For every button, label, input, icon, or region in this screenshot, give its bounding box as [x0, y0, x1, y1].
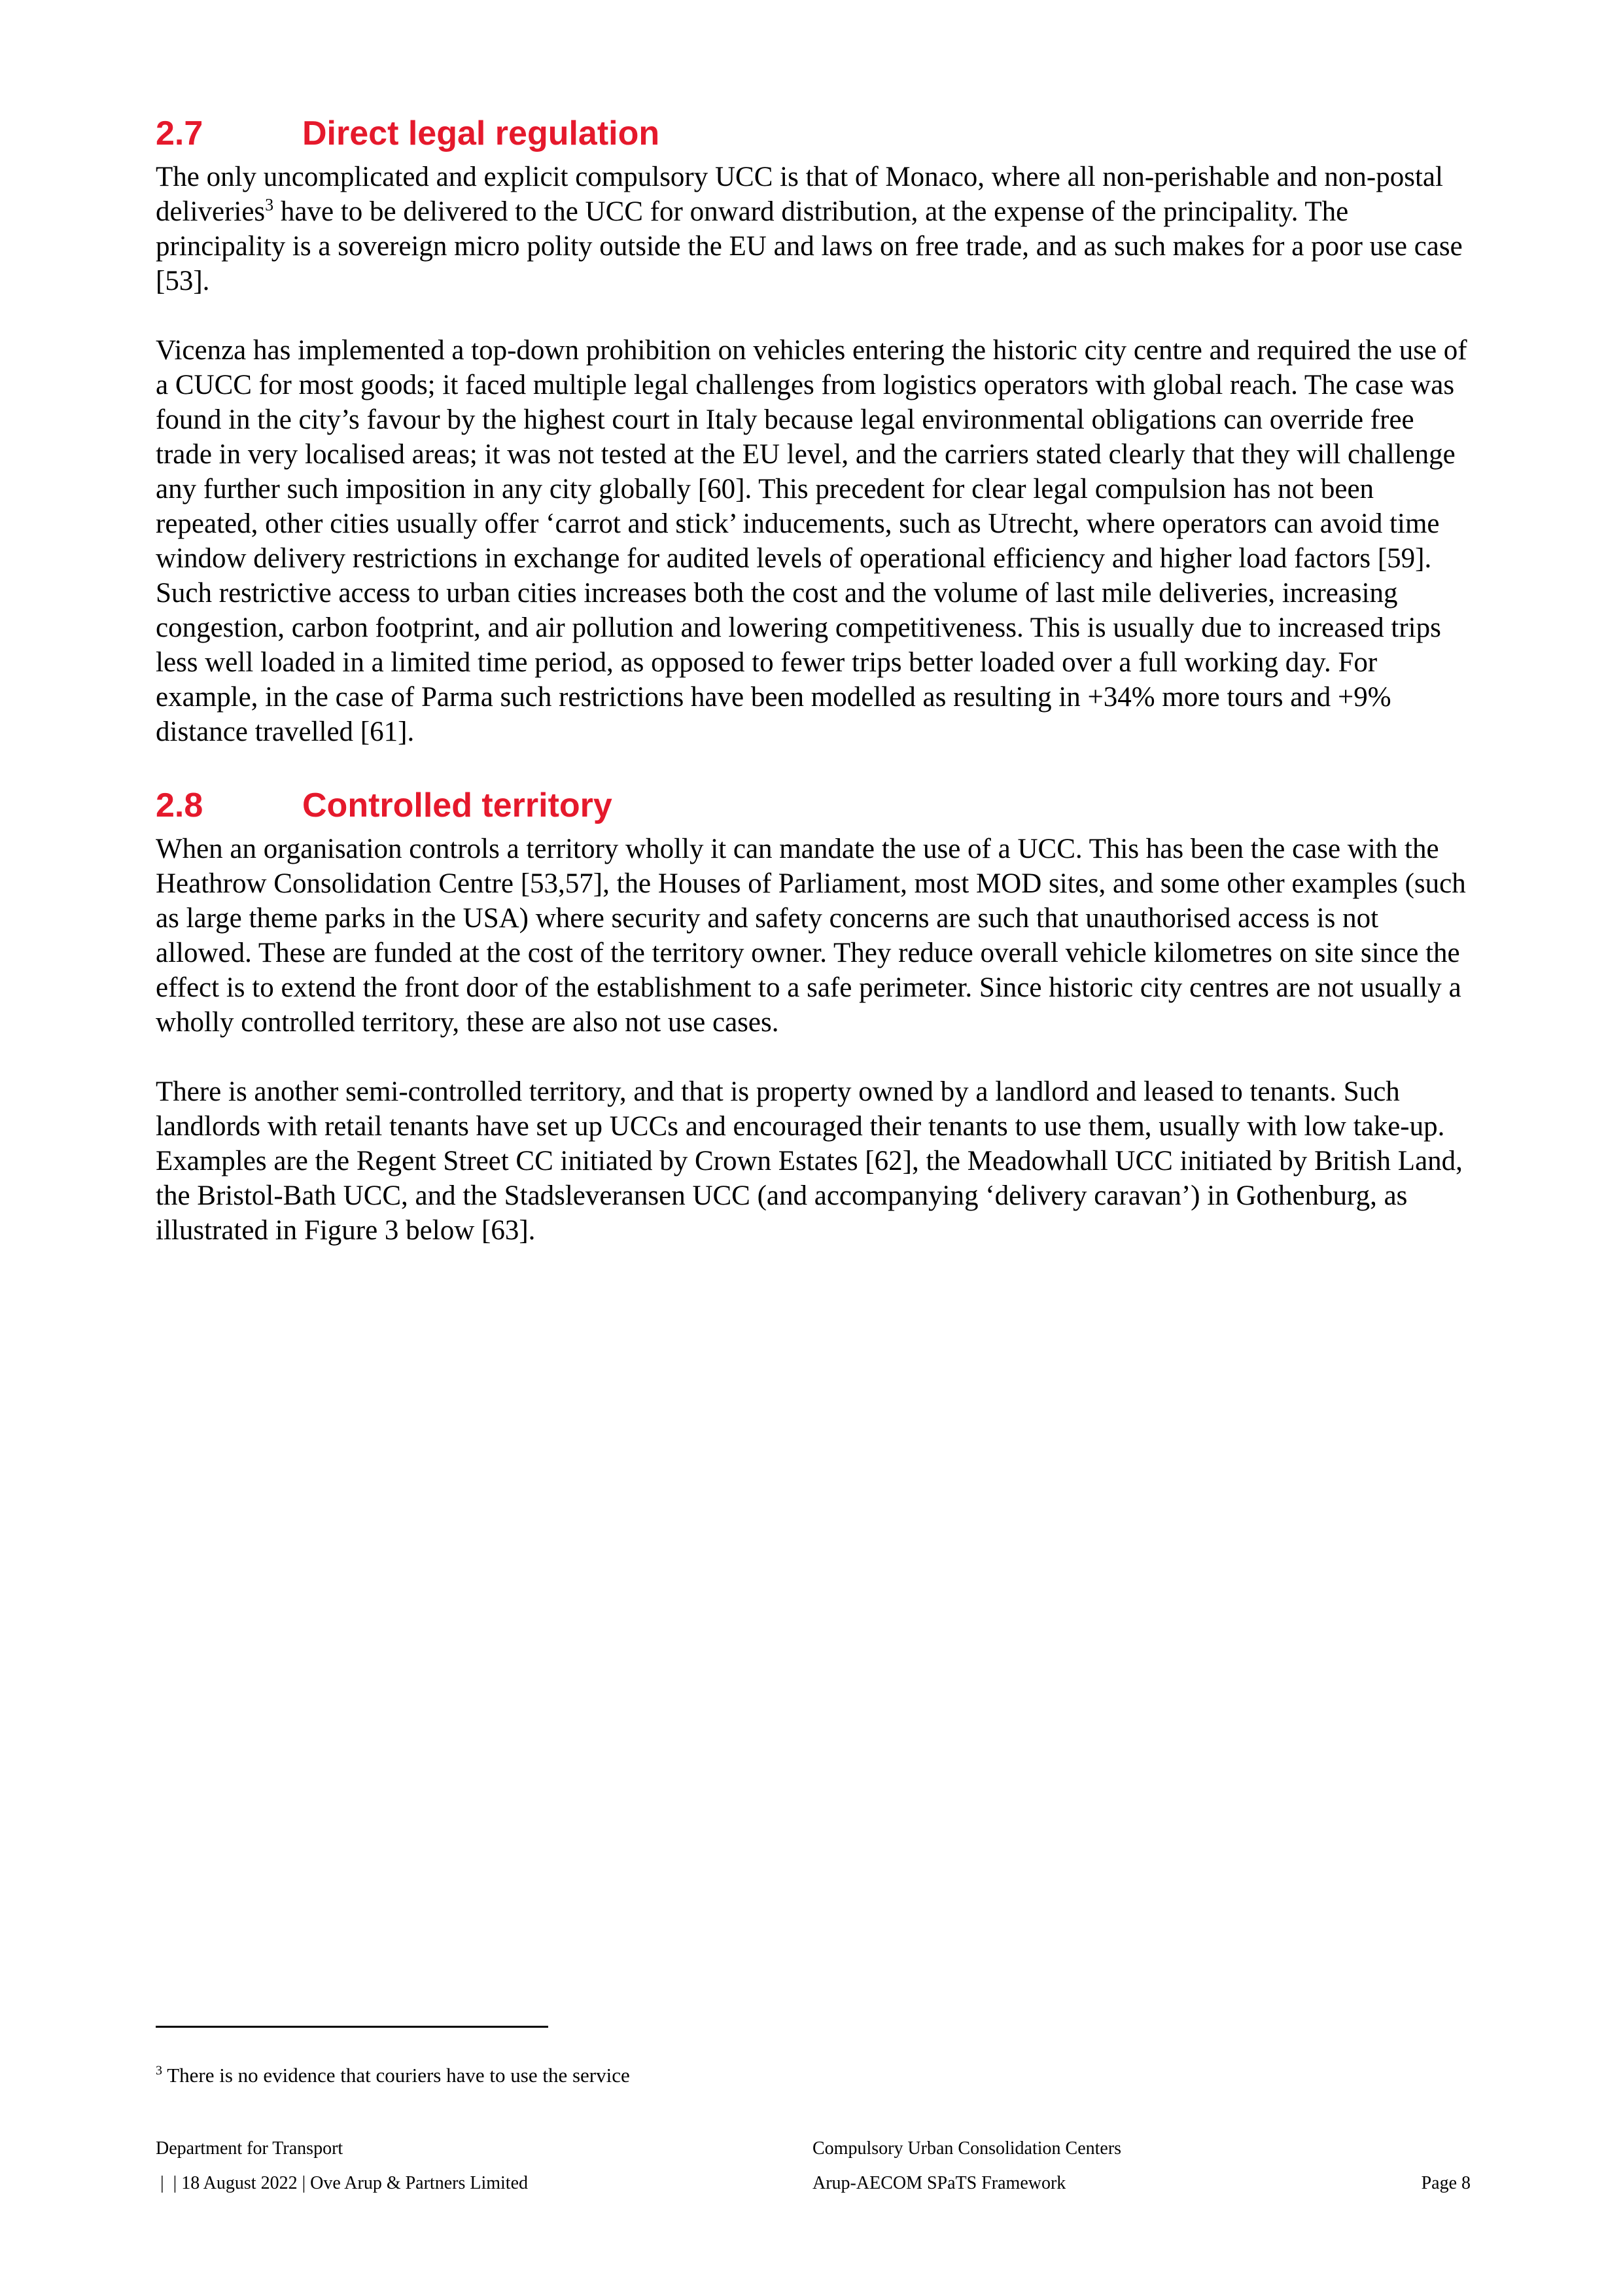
footnote-marker: 3 [156, 2063, 162, 2078]
section-heading-2-7 [156, 111, 1471, 156]
section-heading-2-8 [156, 783, 1471, 828]
paragraph-controlled-territory: When an organisation controls a territory wholly it can mandate the use of a UCC. This has been the case with the Heathrow Consolidation Centre [53,57], the Houses of Parliament, most MOD sites, and some other examples (such as large theme parks in the USA) where security and safety concerns are such that unauthorised access is not allowed. These are funded at the cost of the territory owner. They reduce overall vehicle kilometres on site since the effect is to extend the front door of the establishment to a safe perimeter. Since historic city centres are not usually a wholly controlled territory, these are also not use cases. [156, 834, 1466, 1038]
footer-date-company: | | 18 August 2022 | Ove Arup & Partners Limited [156, 2173, 528, 2193]
footer-client: Department for Transport [156, 2138, 343, 2159]
page-number: Page 8 [1421, 2173, 1471, 2193]
footnote [156, 2062, 630, 2089]
footnote-separator [156, 2026, 548, 2028]
paragraph-monaco [156, 160, 1471, 298]
section-title: Direct legal regulation [302, 115, 660, 152]
paragraph-text: The only uncomplicated and explicit compulsory UCC is that of Monaco, where all non-perishable and non-postal deliveries [156, 162, 1443, 227]
paragraph-semi-controlled-territory: There is another semi-controlled territory, and that is property owned by a landlord and leased to tenants. Such landlords with retail tenants have set up UCCs and encouraged their tenants to use them, usually with low take-up. Examples are the Regent Street CC initiated by Crown Estates [62], the Meadowhall UCC initiated by British Land, the Bristol-Bath UCC, and the Stadsleveransen UCC (and accompanying ‘delivery caravan’) in Gothenburg, as illustrated in Figure 3 below [63]. [156, 1076, 1463, 1246]
paragraph-vicenza: Vicenza has implemented a top-down prohibition on vehicles entering the historic city centre and required the use of a CUCC for most goods; it faced multiple legal challenges from logistics operators with global reach. The case was found in the city’s favour by the highest court in Italy because legal environmental obligations can override free trade in very localised areas; it was not tested at the EU level, and the carriers stated clearly that they will challenge any further such imposition in any city globally [60]. This precedent for clear legal compulsion has not been repeated, other cities usually offer ‘carrot and stick’ inducements, such as Utrecht, where operators can avoid time window delivery restrictions in exchange for audited levels of operational efficiency and higher load factors [59]. Such restrictive access to urban cities increases both the cost and the volume of last mile deliveries, increasing congestion, carbon footprint, and air pollution and lowering competitiveness. This is usually due to increased trips less well loaded in a limited time period, as opposed to fewer trips better loaded over a full working day. For example, in the case of Parma such restrictions have been modelled as resulting in +34% more tours and +9% distance travelled [61]. [156, 335, 1467, 747]
paragraph-text: have to be delivered to the UCC for onward distribution, at the expense of the principality. The principality is a sovereign micro polity outside the EU and laws on free trade, and as such makes for a poor use case [53]. [156, 196, 1463, 296]
section-title: Controlled territory [302, 786, 612, 824]
footer-document-title: Compulsory Urban Consolidation Centers [812, 2138, 1122, 2159]
footnote-text: There is no evidence that couriers have to use the service [162, 2064, 630, 2087]
page-body [156, 111, 1471, 1248]
footer-framework: Arup-AECOM SPaTS Framework [812, 2173, 1066, 2193]
section-number: 2.7 [156, 115, 203, 152]
section-number: 2.8 [156, 786, 203, 824]
footnote-reference[interactable]: 3 [265, 195, 274, 215]
